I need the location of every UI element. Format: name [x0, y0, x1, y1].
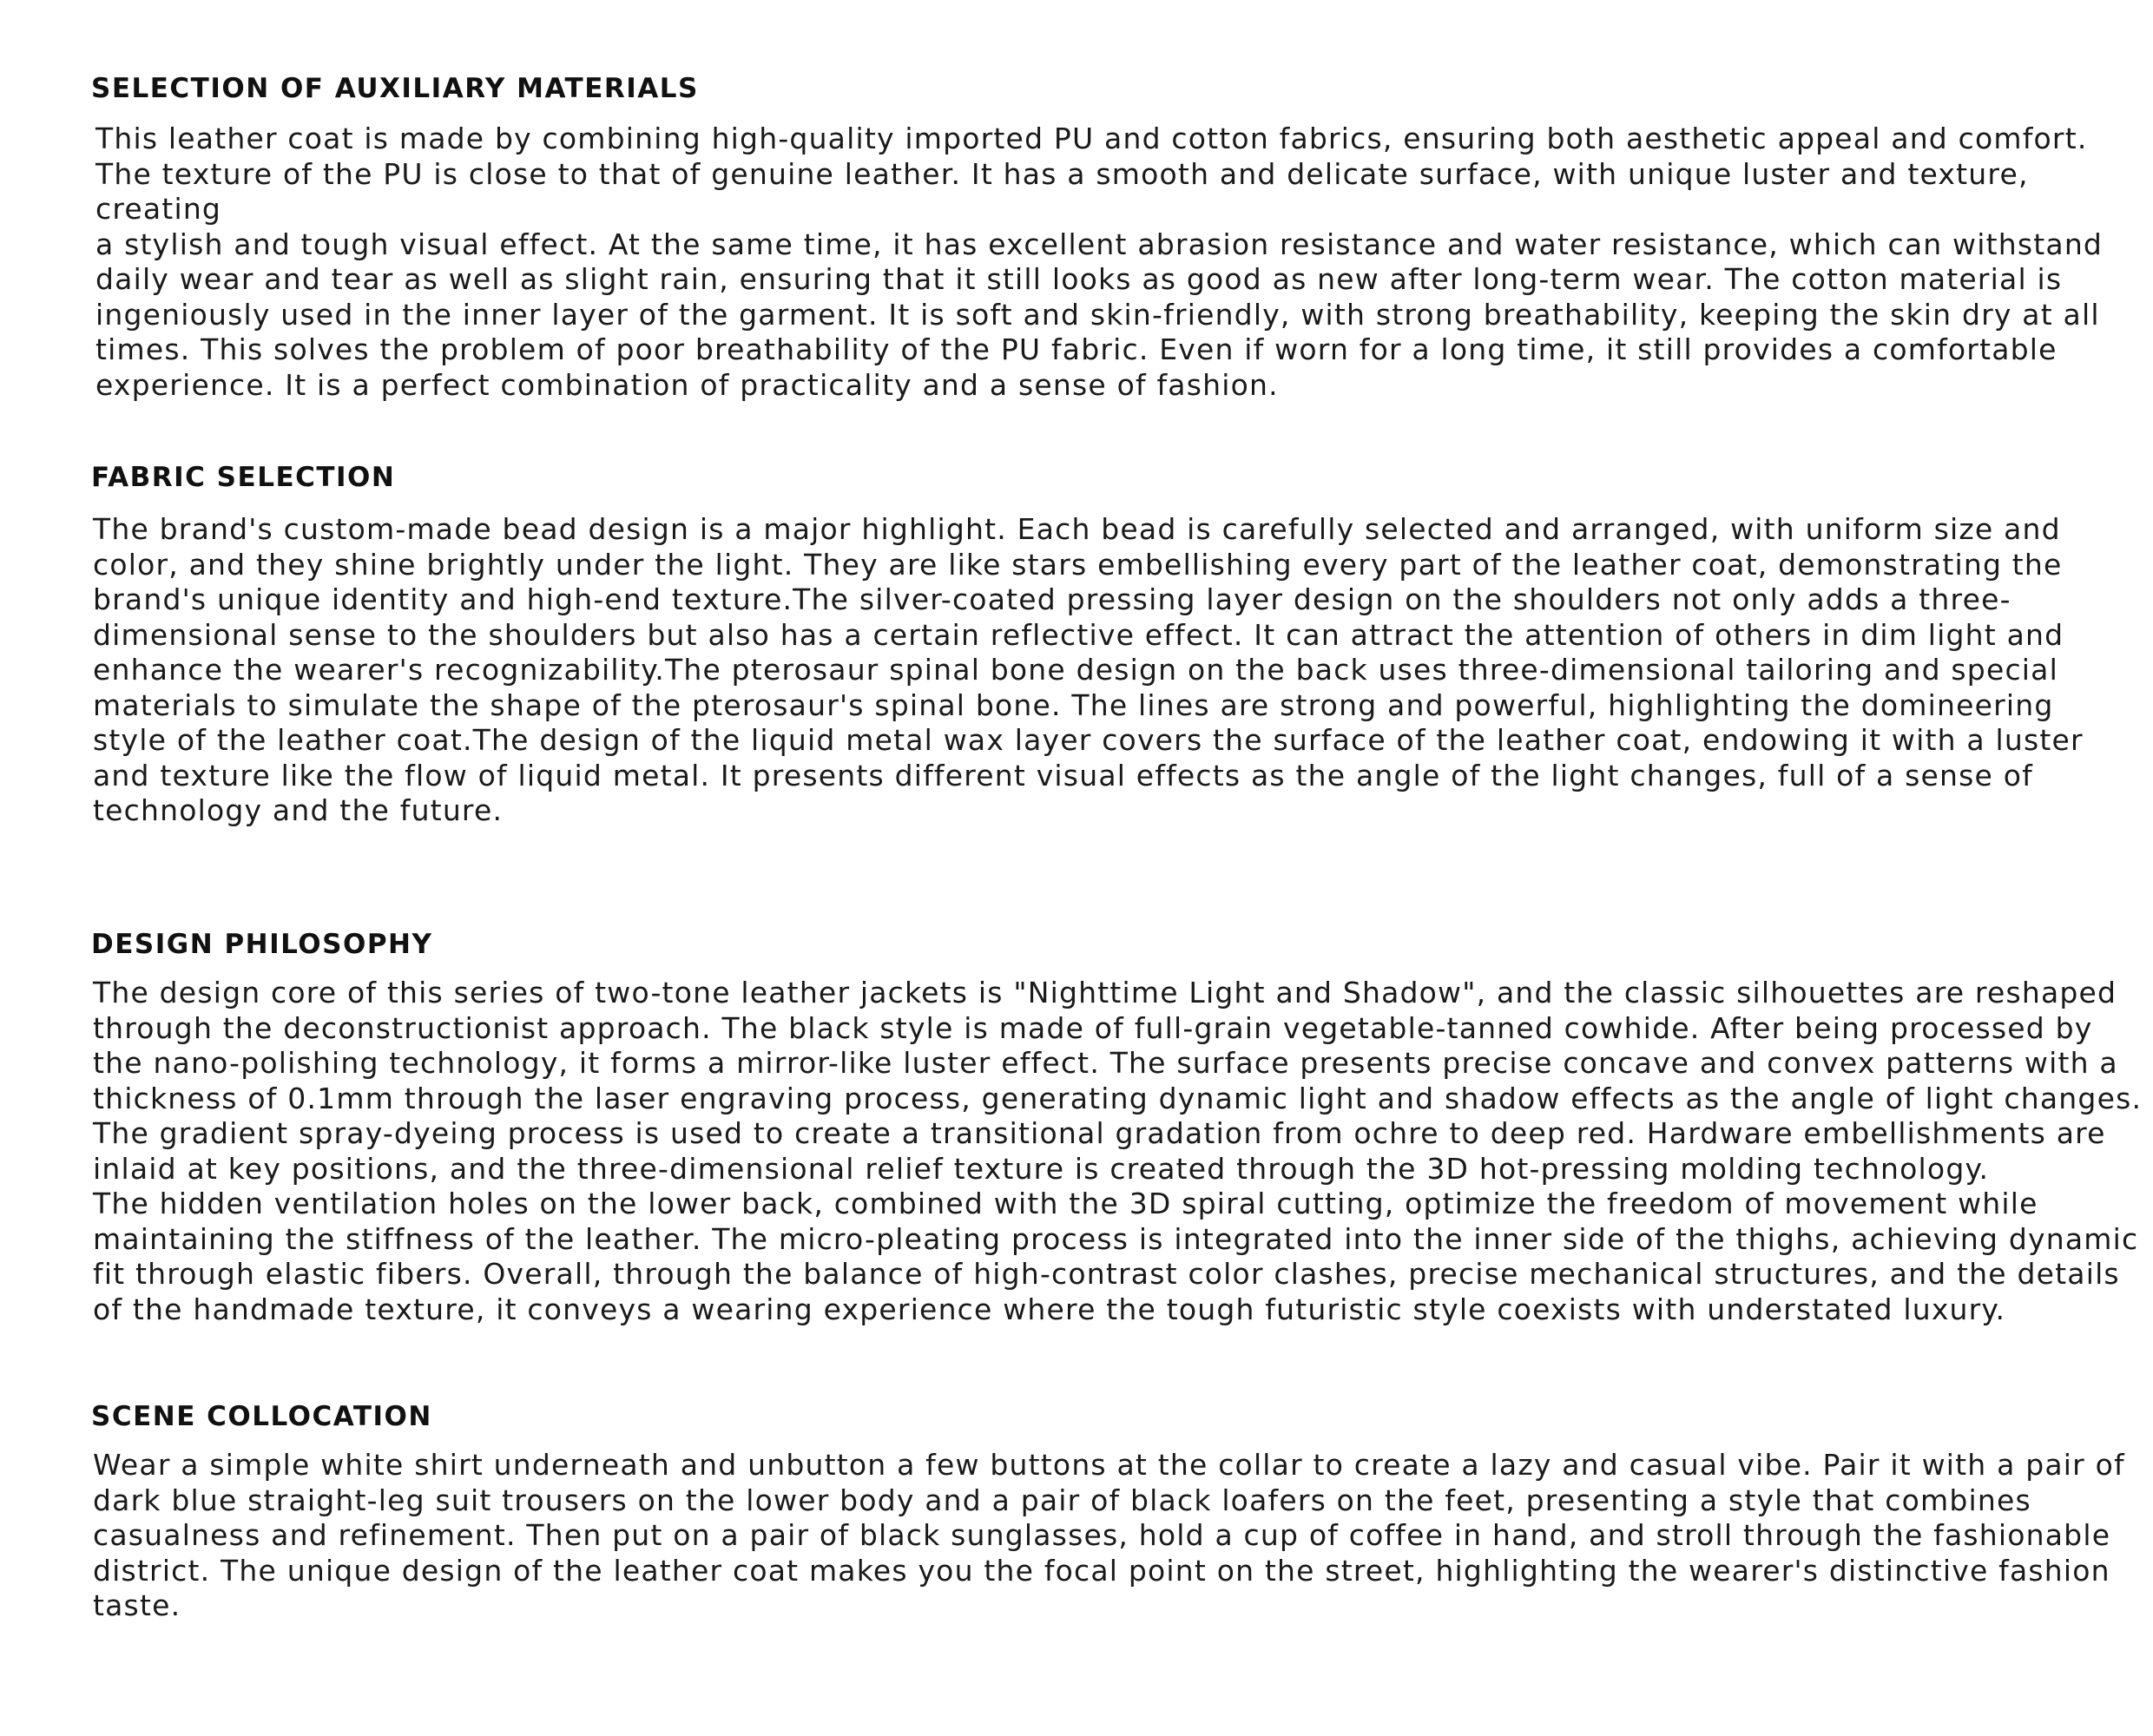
section-design-philosophy — [91, 927, 2149, 1327]
section-auxiliary-materials — [91, 71, 2149, 403]
section-body: The design core of this series of two-tone leather jackets is "Nighttime Light and Shadow", and the classic silhouettes are reshaped through the deconstructionist approach. The black style is made of full-grain vegetable-tanned cowhide. After being processed by the nano-polishing technology, it forms a mirror-like luster effect. The surface presents precise concave and convex patterns with a thickness of 0.1mm through the laser engraving process, generating dynamic light and shadow effects as the angle of light changes. The gradient spray-dyeing process is used to create a transitional gradation from ochre to deep red. Hardware embellishments are inlaid at key positions, and the three-dimensional relief texture is created through the 3D hot-pressing molding technology. The hidden ventilation holes on the lower back, combined with the 3D spiral cutting, optimize the freedom of movement while maintaining the stiffness of the leather. The micro-pleating process is integrated into the inner side of the thighs, achieving dynamic fit through elastic fibers. Overall, through the balance of high-contrast color clashes, precise mechanical structures, and the details of the handmade texture, it conveys a wearing experience where the tough futuristic style coexists with understated luxury. — [93, 976, 2143, 1326]
section-title: FABRIC SELECTION — [91, 462, 396, 493]
section-scene-collocation — [91, 1399, 2149, 1624]
section-body: Wear a simple white shirt underneath and unbutton a few buttons at the collar to create a lazy and casual vibe. Pair it with a pair of dark blue straight-leg suit trousers on the lower body and a pair of black loafers on the feet, presenting a style that combines casualness and refinement. Then put on a pair of black sunglasses, hold a cup of coffee in hand, and stroll through the fashionable district. The unique design of the leather coat makes you the focal point on the street, highlighting the wearer's distinctive fashion taste. — [93, 1448, 2125, 1622]
section-body: The brand's custom-made bead design is a major highlight. Each bead is carefully selected and arranged, with uniform size and color, and they shine brightly under the light. They are like stars embellishing every part of the leather coat, demonstrating the brand's unique identity and high-end texture.The silver-coated pressing layer design on the shoulders not only adds a three- dimensional sense to the shoulders but also has a certain reflective effect. It can attract the attention of others in dim light and enhance the wearer's recognizability.The pterosaur spinal bone design on the back uses three-dimensional tailoring and special materials to simulate the shape of the pterosaur's spinal bone. The lines are strong and powerful, highlighting the domineering style of the leather coat.The design of the liquid metal wax layer covers the surface of the leather coat, endowing it with a luster and texture like the flow of liquid metal. It presents different visual effects as the angle of the light changes, full of a sense of technology and the future. — [93, 512, 2084, 827]
section-title: SCENE COLLOCATION — [91, 1401, 432, 1432]
section-fabric-selection — [91, 460, 2149, 829]
section-body: This leather coat is made by combining high-quality imported PU and cotton fabrics, ensuring both aesthetic appeal and comfort. The texture of the PU is close to that of genuine leather. It has a smooth and delicate surface, with unique luster and texture, creating a stylish and tough visual effect. At the same time, it has excellent abrasion resistance and water resistance, which can withstand daily wear and tear as well as slight rain, ensuring that it still looks as good as new after long-term wear. The cotton material is ingeniously used in the inner layer of the garment. It is soft and skin-friendly, with strong breathability, keeping the skin dry at all times. This solves the problem of poor breathability of the PU fabric. Even if worn for a long time, it still provides a comfortable experience. It is a perfect combination of practicality and a sense of fashion. — [95, 122, 2104, 402]
section-title: SELECTION OF AUXILIARY MATERIALS — [91, 73, 699, 104]
section-title: DESIGN PHILOSOPHY — [91, 929, 433, 960]
